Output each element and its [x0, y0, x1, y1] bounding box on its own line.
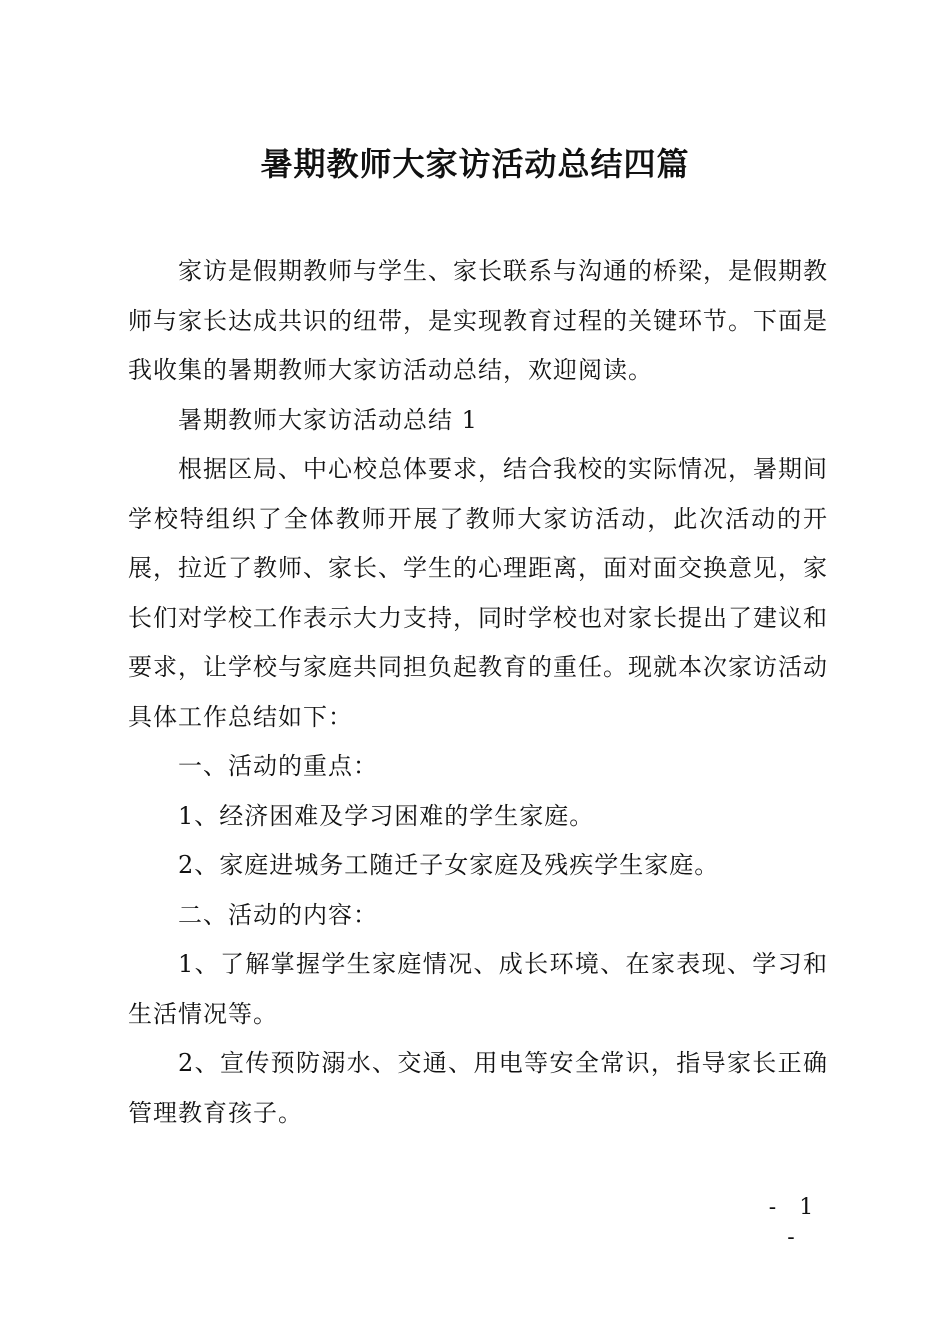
body-paragraph: 根据区局、中心校总体要求，结合我校的实际情况，暑期间学校特组织了全体教师开展了教师大家访活动，此次活动的开展，拉近了教师、家长、学生的心理距离，面对面交换意见，家长们对学校工作表示大力支持，同时学校也对家长提出了建议和要求，让学校与家庭共同担负起教育的重任。现就本次家访活动具体工作总结如下： [128, 455, 828, 731]
list-item: 2、家庭进城务工随迁子女家庭及残疾学生家庭。 [178, 851, 720, 879]
list-item: 2、宣传预防溺水、交通、用电等安全常识，指导家长正确管理教育孩子。 [128, 1049, 828, 1127]
document-title: 暑期教师大家访活动总结四篇 [260, 145, 690, 183]
intro-paragraph: 家访是假期教师与学生、家长联系与沟通的桥梁，是假期教师与家长达成共识的纽带，是实现教育过程的关键环节。下面是我收集的暑期教师大家访活动总结，欢迎阅读。 [128, 257, 828, 384]
section-heading: 暑期教师大家访活动总结 1 [178, 405, 478, 434]
subheading-focus: 一、活动的重点： [178, 752, 378, 780]
list-item: 1、了解掌握学生家庭情况、成长环境、在家表现、学习和生活情况等。 [128, 950, 828, 1028]
document-body [128, 247, 828, 1138]
list-item: 1、经济困难及学习困难的学生家庭。 [178, 801, 595, 830]
subheading-content: 二、活动的内容： [178, 900, 378, 929]
page-number: - 1 - [768, 1195, 822, 1250]
